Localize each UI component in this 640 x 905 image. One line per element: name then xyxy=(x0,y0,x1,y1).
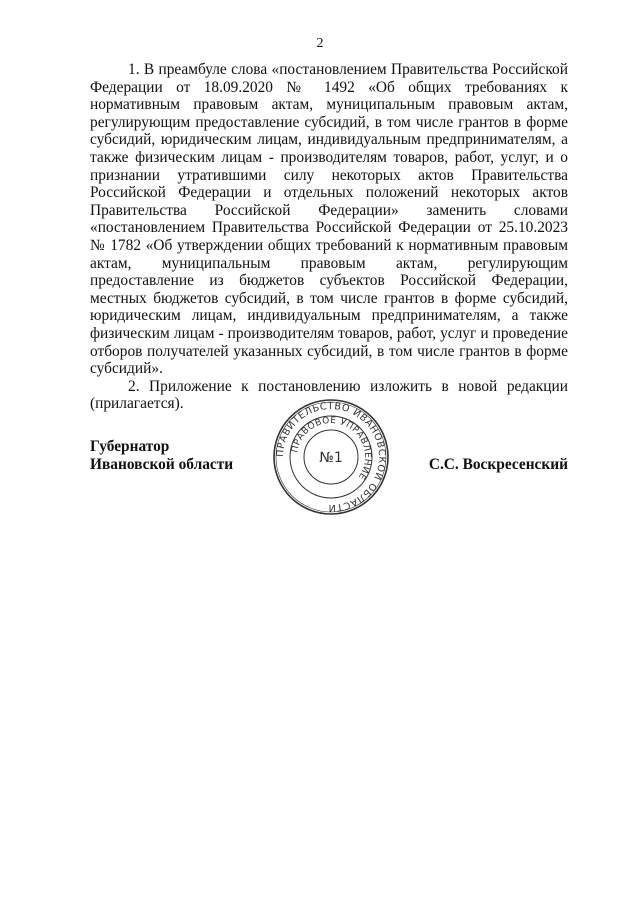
seal-outer-text: ПРАВИТЕЛЬСТВО ИВАНОВСКОЙ ОБЛАСТИ xyxy=(274,400,388,514)
signature-block xyxy=(90,438,568,498)
document-body xyxy=(90,61,568,413)
signer-title xyxy=(90,438,233,474)
paragraph-1: 1. В преамбуле слова «постановлением Правительства Российской Федерации от 18.09.2020 № 1492 «Об общих требованиях к нормативным правовым актам, муниципальным правовым актам, регулирующим предоставление субсидий, в том числе грантов в форме субсидий, юридическим лицам, индивидуальным предпринимателям, а также физическим лицам - производителям товаров, работ, услуг, и о признании утратившими силу некоторых актов Правительства Российской Федерации и отдельных положений некоторых актов Правительства Российской Федерации» заменить словами «постановлением Правительства Российской Федерации от 25.10.2023 № 1782 «Об утверждении общих требований к нормативным правовым актам, муниципальным правовым актам, регулирующим предоставление из бюджетов субъектов Российской Федерации, местных бюджетов субсидий, в том числе грантов в форме субсидий, юридическим лицам, индивидуальным предпринимателям, а также физическим лицам - производителям товаров, работ, услуг и проведение отборов получателей указанных субсидий, в том числе грантов в форме субсидий». xyxy=(90,61,568,378)
paragraph-2: 2. Приложение к постановлению изложить в новой редакции (прилагается). xyxy=(90,377,568,413)
page-number: 2 xyxy=(316,36,324,51)
seal-number: №1 xyxy=(319,450,343,466)
signer-name: С.С. Воскресенский xyxy=(428,456,568,473)
seal-inner-text: ПРАВОВОЕ УПРАВЛЕНИЕ xyxy=(290,415,373,482)
signer-title-line-2: Ивановской области xyxy=(90,456,234,473)
signer-title-line-1: Губернатор xyxy=(90,438,170,455)
